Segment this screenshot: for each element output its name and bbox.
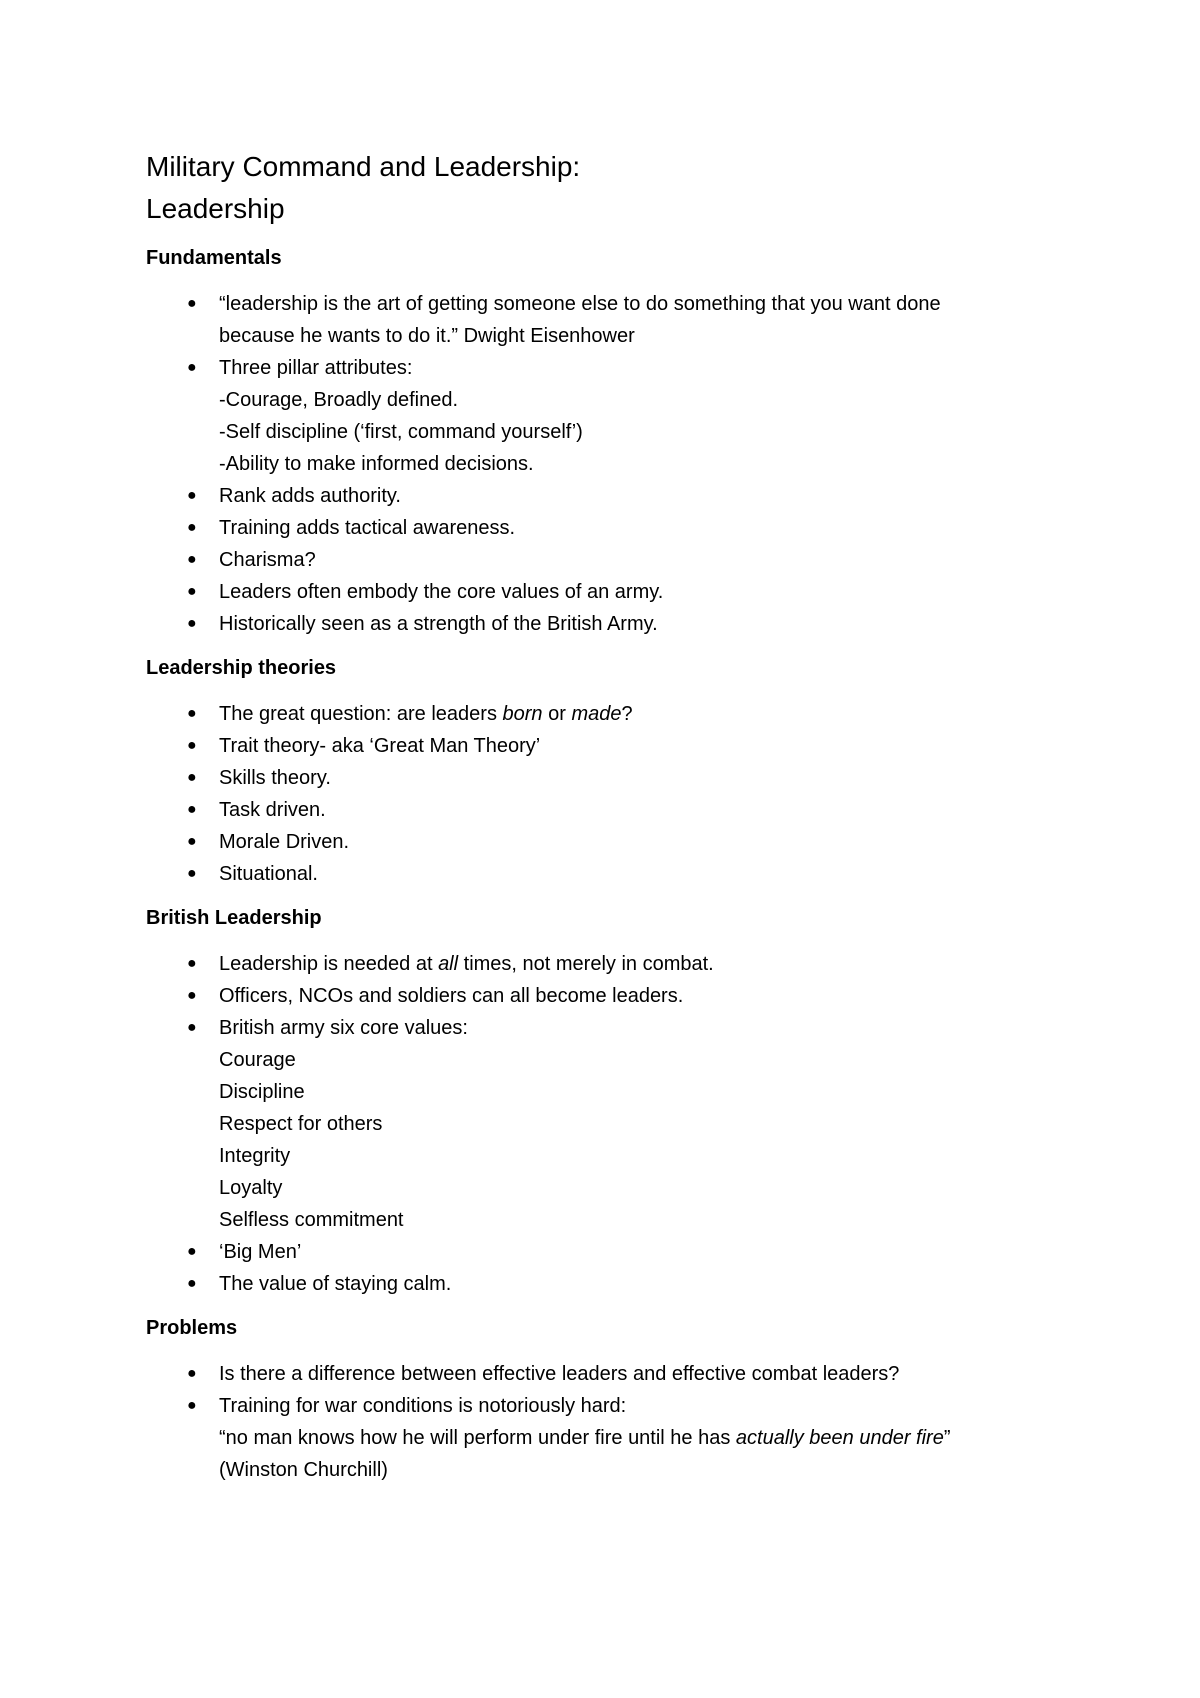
list-item xyxy=(146,762,1086,794)
bullet-icon: ● xyxy=(187,769,197,786)
list-item xyxy=(146,608,1086,640)
section-british-leadership xyxy=(146,904,1086,1300)
bullet-icon: ● xyxy=(187,519,197,536)
bullet-list xyxy=(146,698,1086,890)
item-text: Training for war conditions is notoriously hard: xyxy=(219,1395,627,1417)
list-item xyxy=(146,288,1086,352)
list-item xyxy=(146,794,1086,826)
item-text: The great question: are leaders born or made? xyxy=(219,703,633,725)
emphasis-text: all xyxy=(438,953,459,975)
item-text: Trait theory- aka ‘Great Man Theory’ xyxy=(219,735,541,757)
item-text: -Ability to make informed decisions. xyxy=(219,453,534,475)
section-fundamentals xyxy=(146,244,1086,640)
core-value: Selfless commitment xyxy=(219,1209,404,1231)
bullet-list xyxy=(146,948,1086,1300)
item-text: Situational. xyxy=(219,863,318,885)
bullet-icon: ● xyxy=(187,1397,197,1414)
item-text: Leaders often embody the core values of an army. xyxy=(219,581,664,603)
list-item xyxy=(146,1236,1086,1268)
list-item xyxy=(146,544,1086,576)
list-item xyxy=(146,858,1086,890)
list-item xyxy=(146,948,1086,980)
bullet-icon: ● xyxy=(187,801,197,818)
bullet-list xyxy=(146,1358,1086,1486)
document-title xyxy=(146,146,1086,230)
bullet-list xyxy=(146,288,1086,640)
bullet-icon: ● xyxy=(187,1243,197,1260)
bullet-icon: ● xyxy=(187,737,197,754)
bullet-icon: ● xyxy=(187,583,197,600)
list-item xyxy=(146,1358,1086,1390)
bullet-icon: ● xyxy=(187,833,197,850)
title-line-2: Leadership xyxy=(146,193,285,224)
core-value: Integrity xyxy=(219,1145,291,1167)
bullet-icon: ● xyxy=(187,487,197,504)
list-item xyxy=(146,698,1086,730)
list-item xyxy=(146,352,1086,480)
bullet-icon: ● xyxy=(187,987,197,1004)
list-item xyxy=(146,512,1086,544)
emphasis-text: made xyxy=(571,703,622,725)
bullet-icon: ● xyxy=(187,865,197,882)
item-text: British army six core values: xyxy=(219,1017,468,1039)
bullet-icon: ● xyxy=(187,1019,197,1036)
bullet-icon: ● xyxy=(187,615,197,632)
item-text: The value of staying calm. xyxy=(219,1273,452,1295)
item-text: Morale Driven. xyxy=(219,831,350,853)
section-heading: Leadership theories xyxy=(146,657,337,679)
item-text: Rank adds authority. xyxy=(219,485,401,507)
list-item xyxy=(146,1268,1086,1300)
list-item xyxy=(146,576,1086,608)
list-item xyxy=(146,1390,1086,1486)
bullet-icon: ● xyxy=(187,551,197,568)
section-problems xyxy=(146,1314,1086,1486)
item-text: Training adds tactical awareness. xyxy=(219,517,516,539)
quote-attribution: (Winston Churchill) xyxy=(219,1459,388,1481)
item-text: Historically seen as a strength of the British Army. xyxy=(219,613,658,635)
item-text: Three pillar attributes: xyxy=(219,357,413,379)
item-text: Task driven. xyxy=(219,799,326,821)
document-body xyxy=(146,146,1086,1500)
section-heading: British Leadership xyxy=(146,907,322,929)
item-text: -Courage, Broadly defined. xyxy=(219,389,459,411)
bullet-icon: ● xyxy=(187,1365,197,1382)
core-value: Discipline xyxy=(219,1081,305,1103)
item-text: Officers, NCOs and soldiers can all become leaders. xyxy=(219,985,684,1007)
item-text: Charisma? xyxy=(219,549,316,571)
item-text: ‘Big Men’ xyxy=(219,1241,302,1263)
bullet-icon: ● xyxy=(187,1275,197,1292)
core-value: Courage xyxy=(219,1049,296,1071)
section-heading: Problems xyxy=(146,1317,238,1339)
item-text: because he wants to do it.” Dwight Eisenhower xyxy=(219,325,635,347)
emphasis-text: born xyxy=(502,703,543,725)
section-leadership-theories xyxy=(146,654,1086,890)
item-text: -Self discipline (‘first, command yourself’) xyxy=(219,421,583,443)
emphasis-text: actually been under fire xyxy=(735,1427,944,1449)
list-item xyxy=(146,730,1086,762)
bullet-icon: ● xyxy=(187,955,197,972)
title-line-1: Military Command and Leadership: xyxy=(146,151,581,182)
bullet-icon: ● xyxy=(187,359,197,376)
item-text: Leadership is needed at all times, not merely in combat. xyxy=(219,953,714,975)
section-heading: Fundamentals xyxy=(146,247,282,269)
list-item xyxy=(146,980,1086,1012)
item-text: Skills theory. xyxy=(219,767,331,789)
list-item xyxy=(146,826,1086,858)
list-item xyxy=(146,1012,1086,1236)
list-item xyxy=(146,480,1086,512)
core-value: Loyalty xyxy=(219,1177,283,1199)
bullet-icon: ● xyxy=(187,295,197,312)
item-text: “leadership is the art of getting someone else to do something that you want done xyxy=(219,293,941,315)
item-text: Is there a difference between effective leaders and effective combat leaders? xyxy=(219,1363,900,1385)
quote-text: “no man knows how he will perform under fire until he has actually been under fire” xyxy=(219,1427,951,1449)
bullet-icon: ● xyxy=(187,705,197,722)
core-value: Respect for others xyxy=(219,1113,383,1135)
